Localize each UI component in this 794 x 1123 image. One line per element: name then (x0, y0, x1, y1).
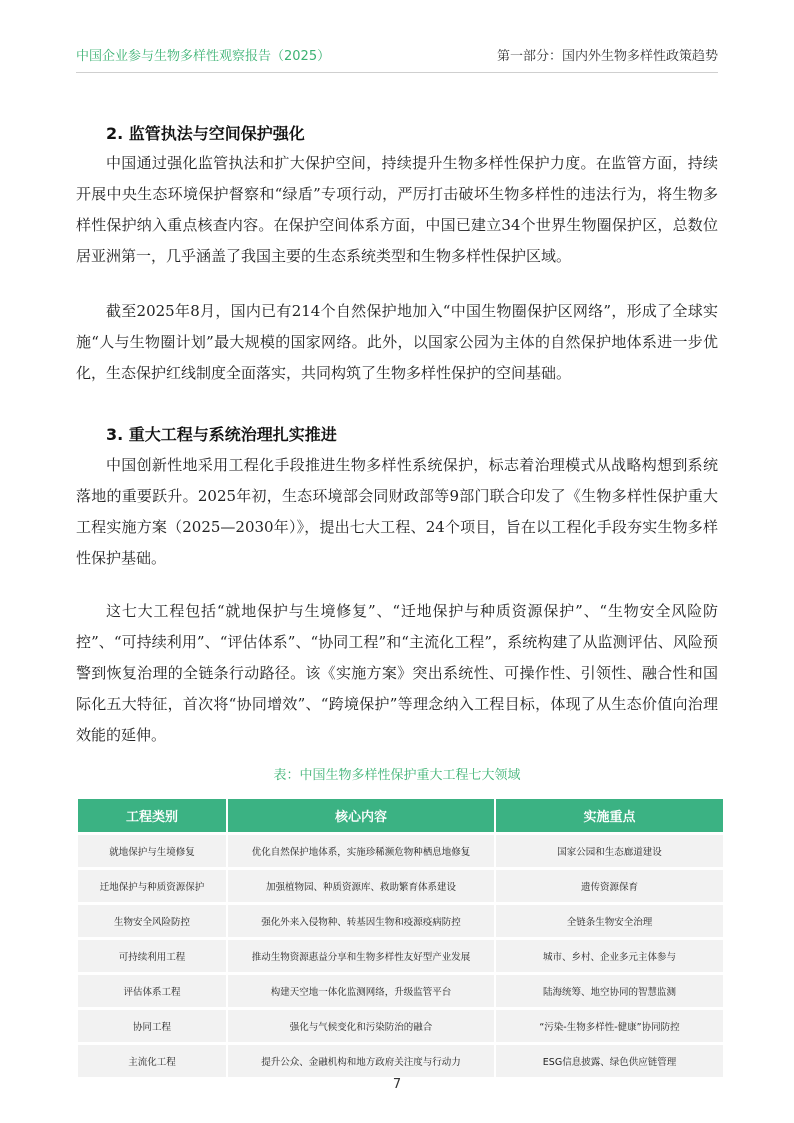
table-row (78, 867, 723, 902)
table-row (78, 1042, 723, 1077)
table-cell: 构建天空地一体化监测网络，升级监管平台 (228, 972, 494, 1007)
section-3-paragraph-2: 这七大工程包括“就地保护与生境修复”、“迁地保护与种质资源保护”、“生物安全风险防控”、“可持续利用”、“评估体系”、“协同工程”和“主流化工程”，系统构建了从监测评估、风险预警到恢复治理的全链条行动路径。该《实施方案》突出系统性、可操作性、引领性、融合性和国际化五大特征，首次将“协同增效”、“跨境保护”等理念纳入工程目标，体现了从生态价值向治理效能的延伸。 (76, 602, 718, 744)
table-cell: 城市、乡村、企业多元主体参与 (496, 937, 723, 972)
section-3-paragraph-1: 中国创新性地采用工程化手段推进生物多样性系统保护，标志着治理模式从战略构想到系统落地的重要跃升。2025年初，生态环境部会同财政部等9部门联合印发了《生物多样性保护重大工程实施方案（2025—2030年）》，提出七大工程、24个项目，旨在以工程化手段夯实生物多样性保护基础。 (76, 456, 718, 567)
table-cell: 主流化工程 (78, 1042, 226, 1077)
table-cell: 可持续利用工程 (78, 937, 226, 972)
table-cell: 加强植物园、种质资源库、救助繁育体系建设 (228, 867, 494, 902)
table-row (78, 972, 723, 1007)
table-row (78, 832, 723, 867)
section-3-heading: 3. 重大工程与系统治理扎实推进 (106, 425, 337, 444)
table-header-row (78, 799, 723, 832)
report-title: 中国企业参与生物多样性观察报告（2025） (76, 49, 331, 64)
page-number: 7 (392, 1077, 402, 1092)
table-cell: 优化自然保护地体系，实施珍稀濒危物种栖息地修复 (228, 832, 494, 867)
table-caption: 表：中国生物多样性保护重大工程七大领域 (273, 768, 521, 783)
table-row (78, 1007, 723, 1042)
table-cell: 推动生物资源惠益分享和生物多样性友好型产业发展 (228, 937, 494, 972)
table-row (78, 937, 723, 972)
table-cell: 陆海统筹、地空协同的智慧监测 (496, 972, 723, 1007)
seven-fields-table (76, 799, 725, 1077)
header-divider (76, 72, 718, 73)
table-cell: 全链条生物安全治理 (496, 902, 723, 937)
table-cell: 国家公园和生态廊道建设 (496, 832, 723, 867)
table-cell: 生物安全风险防控 (78, 902, 226, 937)
table-cell: 评估体系工程 (78, 972, 226, 1007)
table-cell: 就地保护与生境修复 (78, 832, 226, 867)
section-title: 第一部分：国内外生物多样性政策趋势 (496, 49, 718, 64)
section-2-paragraph-2: 截至2025年8月，国内已有214个自然保护地加入“中国生物圈保护区网络”，形成了全球实施“人与生物圈计划”最大规模的国家网络。此外，以国家公园为主体的自然保护地体系进一步优化，生态保护红线制度全面落实，共同构筑了生物多样性保护的空间基础。 (76, 302, 718, 382)
table-cell: 遗传资源保育 (496, 867, 723, 902)
column-header-category: 工程类别 (78, 799, 226, 832)
table-cell: ESG信息披露、绿色供应链管理 (496, 1042, 723, 1077)
table-cell: 迁地保护与种质资源保护 (78, 867, 226, 902)
table-cell: 强化与气候变化和污染防治的融合 (228, 1007, 494, 1042)
column-header-core-content: 核心内容 (228, 799, 494, 832)
column-header-focus: 实施重点 (496, 799, 723, 832)
table-cell: 强化外来入侵物种、转基因生物和疫源疫病防控 (228, 902, 494, 937)
table-cell: “污染-生物多样性-健康”协同防控 (496, 1007, 723, 1042)
table-row (78, 902, 723, 937)
section-2-paragraph-1: 中国通过强化监管执法和扩大保护空间，持续提升生物多样性保护力度。在监管方面，持续开展中央生态环境保护督察和“绿盾”专项行动，严厉打击破坏生物多样性的违法行为，将生物多样性保护纳入重点核查内容。在保护空间体系方面，中国已建立34个世界生物圈保护区，总数位居亚洲第一，几乎涵盖了我国主要的生态系统类型和生物多样性保护区域。 (76, 154, 718, 265)
table-cell: 提升公众、金融机构和地方政府关注度与行动力 (228, 1042, 494, 1077)
table-cell: 协同工程 (78, 1007, 226, 1042)
section-2-heading: 2. 监管执法与空间保护强化 (106, 124, 305, 143)
